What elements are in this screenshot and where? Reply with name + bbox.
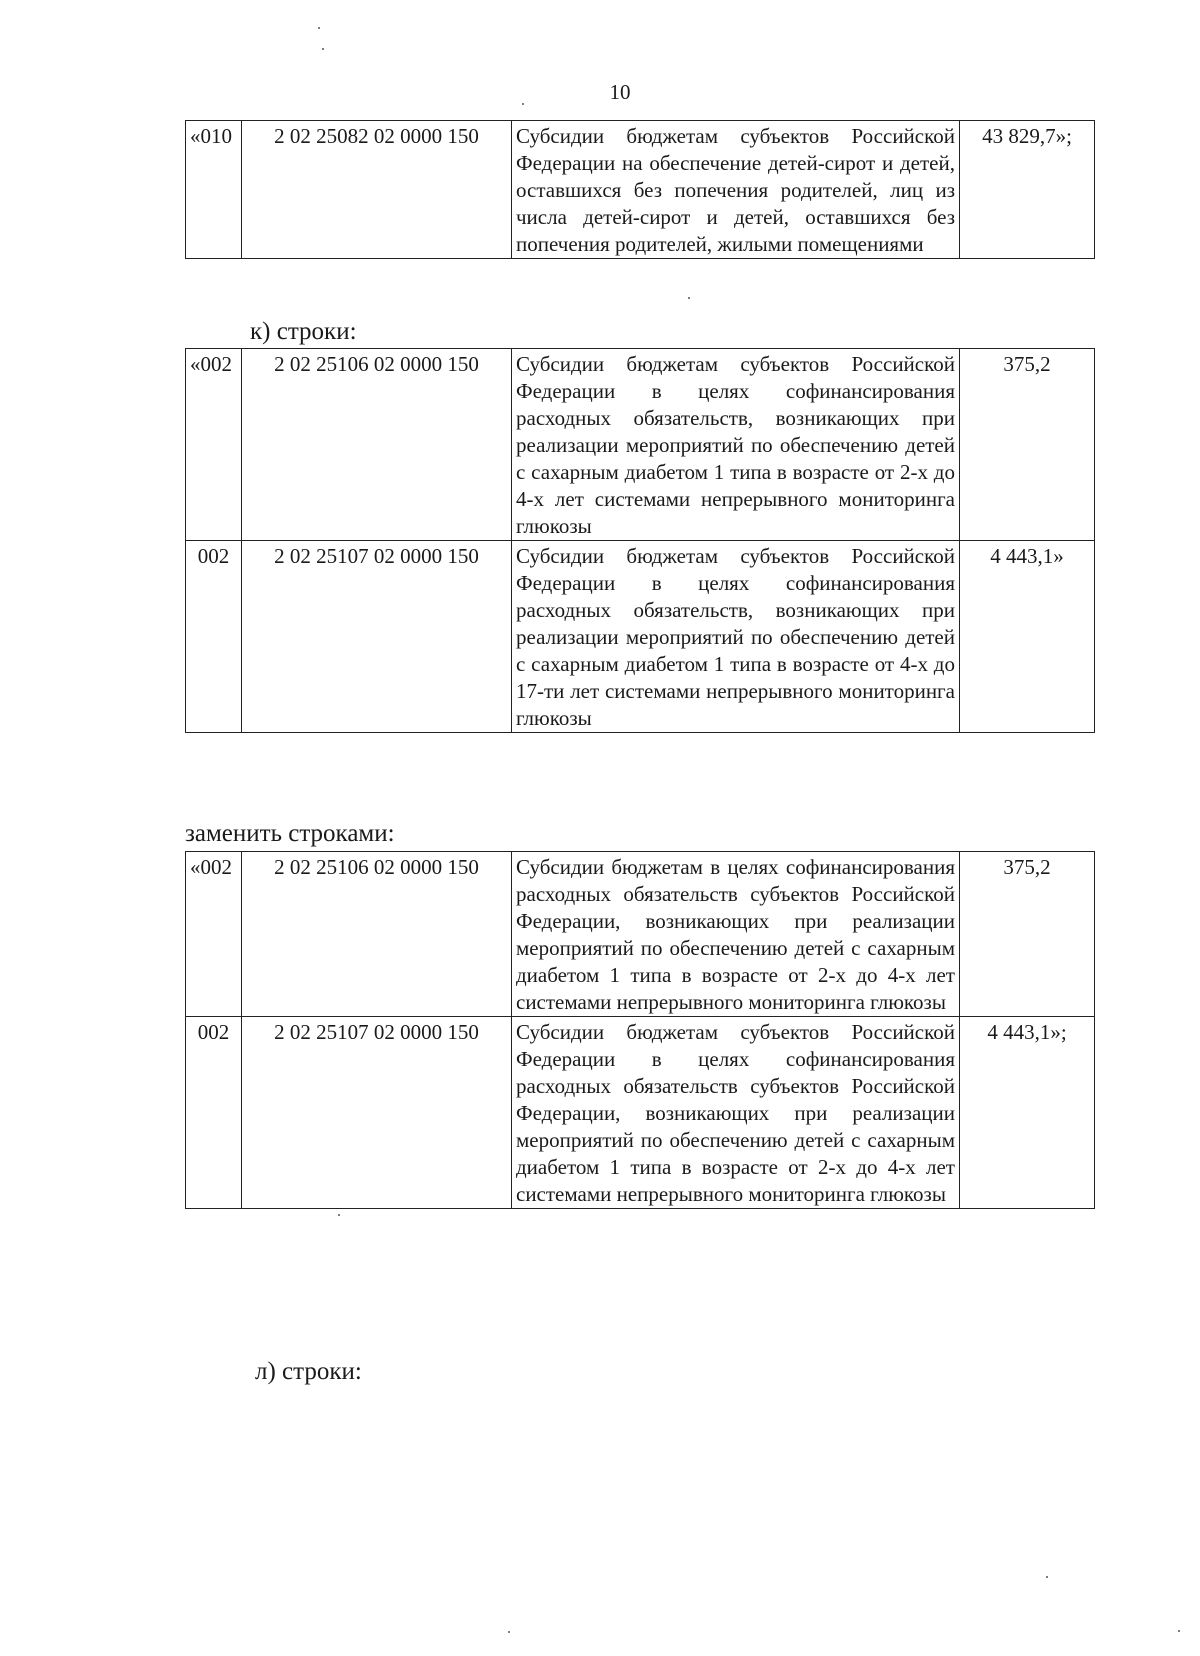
row-kbk-code: 2 02 25107 02 0000 150 bbox=[242, 1017, 512, 1209]
row-kbk-code: 2 02 25106 02 0000 150 bbox=[242, 349, 512, 541]
table-row bbox=[186, 121, 1095, 259]
row-amount: 43 829,7»; bbox=[960, 121, 1095, 259]
row-name: Субсидии бюджетам субъектов Российской Федерации в целях софинансирования расходных обязательств субъектов Российской Федерации, возникающих при реализации мероприятий по обеспечению детей с сахарным диабетом 1 типа в возрасте от 2-х до 4-х лет системами непрерывного мониторинга глюкозы bbox=[512, 1017, 960, 1209]
table-row bbox=[186, 349, 1095, 541]
row-amount: 375,2 bbox=[960, 852, 1095, 1017]
row-kbk-code: 2 02 25082 02 0000 150 bbox=[242, 121, 512, 259]
scan-speck bbox=[1178, 1630, 1180, 1632]
scan-speck bbox=[322, 48, 324, 50]
table-row bbox=[186, 541, 1095, 733]
heading-replace-with: заменить строками: bbox=[185, 820, 395, 847]
heading-k-rows: к) строки: bbox=[250, 318, 357, 345]
row-name: Субсидии бюджетам в целях софинансирования расходных обязательств субъектов Российской Федерации, возникающих при реализации мероприятий по обеспечению детей с сахарным диабетом 1 типа в возрасте от 2-х до 4-х лет системами непрерывного мониторинга глюкозы bbox=[512, 852, 960, 1017]
heading-l-rows: л) строки: bbox=[255, 1358, 362, 1385]
row-code: 002 bbox=[186, 541, 242, 733]
scan-speck bbox=[1046, 1576, 1048, 1578]
table-old-rows bbox=[185, 348, 1095, 733]
scan-speck bbox=[338, 1214, 340, 1216]
row-code: 002 bbox=[186, 1017, 242, 1209]
row-code: «010 bbox=[186, 121, 242, 259]
row-amount: 4 443,1»; bbox=[960, 1017, 1095, 1209]
table-row bbox=[186, 852, 1095, 1017]
row-name: Субсидии бюджетам субъектов Российской Федерации на обеспечение детей-сирот и детей, оставшихся без попечения родителей, лиц из числа детей-сирот и детей, оставшихся без попечения родителей, жилыми помещениями bbox=[512, 121, 960, 259]
table-new-rows bbox=[185, 851, 1095, 1209]
scan-speck bbox=[688, 297, 690, 299]
row-amount: 375,2 bbox=[960, 349, 1095, 541]
scan-speck bbox=[318, 27, 320, 29]
row-code: «002 bbox=[186, 852, 242, 1017]
scan-speck bbox=[522, 103, 524, 105]
row-name: Субсидии бюджетам субъектов Российской Федерации в целях софинансирования расходных обязательств, возникающих при реализации мероприятий по обеспечению детей с сахарным диабетом 1 типа в возрасте от 2-х до 4-х лет системами непрерывного мониторинга глюкозы bbox=[512, 349, 960, 541]
row-kbk-code: 2 02 25107 02 0000 150 bbox=[242, 541, 512, 733]
row-amount: 4 443,1» bbox=[960, 541, 1095, 733]
table-entry-010 bbox=[185, 120, 1095, 259]
page-number: 10 bbox=[609, 80, 631, 104]
table-row bbox=[186, 1017, 1095, 1209]
row-name: Субсидии бюджетам субъектов Российской Федерации в целях софинансирования расходных обязательств, возникающих при реализации мероприятий по обеспечению детей с сахарным диабетом 1 типа в возрасте от 4-х до 17-ти лет системами непрерывного мониторинга глюкозы bbox=[512, 541, 960, 733]
row-kbk-code: 2 02 25106 02 0000 150 bbox=[242, 852, 512, 1017]
row-code: «002 bbox=[186, 349, 242, 541]
scan-speck bbox=[508, 1631, 510, 1633]
